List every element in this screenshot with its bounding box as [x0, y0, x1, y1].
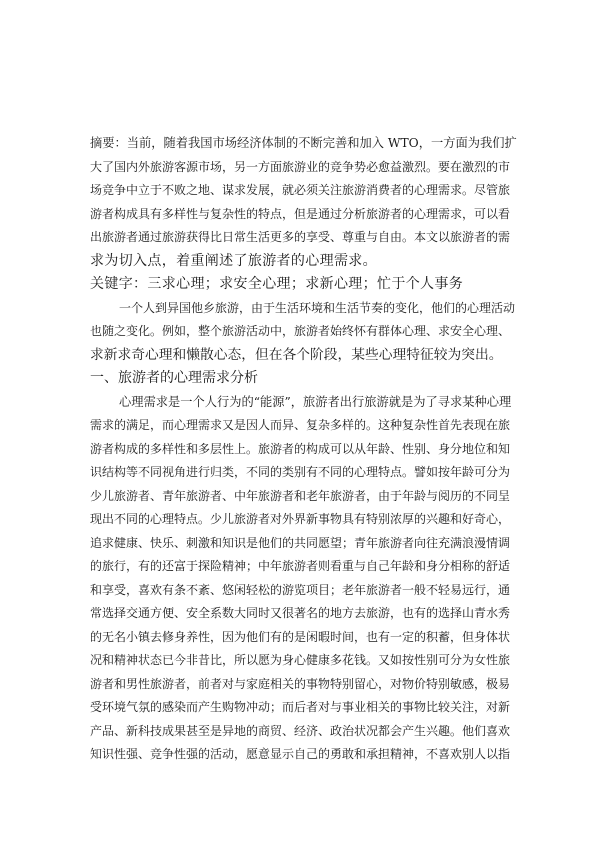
- abstract-line: 场竞争中立于不败之地、谋求发展，就必须关注旅游消费者的心理需求。尽管旅: [90, 183, 511, 197]
- section-line: 识结构等不同视角进行归类，不同的类别有不同的心理特点。譬如按年龄可分为: [90, 465, 511, 479]
- section-line: 和享受，喜欢有条不紊、悠闲轻松的游览项目；老年旅游者一般不轻易远行，通: [90, 582, 511, 597]
- section-heading: 一、旅游者的心理需求分析: [90, 370, 258, 386]
- document-page: [90, 132, 517, 767]
- intro-line: 求新求奇心理和懒散心态，但在各个阶段，某些心理特征较为突出。: [90, 346, 503, 363]
- section-line: 追求健康、快乐、刺激和知识是他们的共同愿望；青年旅游者向往充满浪漫情调: [90, 535, 511, 550]
- section-line: 产品、新科技成果甚至是异地的商贸、经济、政治状况都会产生兴趣。他们喜欢: [90, 723, 511, 738]
- keywords-line: 关键字：三求心理；求安全心理；求新心理；忙于个人事务: [90, 276, 464, 292]
- abstract-paragraph: [90, 132, 517, 273]
- abstract-line: 求为切入点，着重阐述了旅游者的心理需求。: [90, 252, 377, 269]
- intro-line: 也随之变化。例如，整个旅游活动中，旅游者始终怀有群体心理、求安全心理、: [90, 324, 511, 338]
- section-line: 游者构成的多样性和多层性上。旅游者的构成可以从年龄、性别、身分地位和知: [90, 441, 511, 456]
- section-line: 游者和男性旅游者，前者对与家庭相关的事物特别留心，对物价特别敏感，极易: [90, 676, 511, 691]
- section-line: 知识性强、竞争性强的活动，愿意显示自己的勇敢和承担精神，不喜欢别人以指: [90, 747, 511, 761]
- intro-line: 一个人到异国他乡旅游，由于生活环境和生活节奏的变化，他们的心理活动: [119, 300, 516, 315]
- section-line: 的无名小镇去修身养性，因为他们有的是闲暇时间，也有一定的积蓄，但身体状: [90, 629, 511, 644]
- section-line: 况和精神状态已今非昔比，所以愿为身心健康多花钱。又如按性别可分为女性旅: [90, 653, 511, 667]
- section-line: 心理需求是一个人行为的“能源”，旅游者出行旅游就是为了寻求某种心理: [119, 394, 512, 409]
- section-paragraph: [90, 391, 517, 767]
- intro-paragraph: [90, 297, 517, 368]
- section-line: 的旅行，有的还富于探险精神；中年旅游者则看重与自己年龄和身分相称的舒适: [90, 559, 511, 573]
- section-line: 少儿旅游者、青年旅游者、中年旅游者和老年旅游者，由于年龄与阅历的不同呈: [90, 488, 511, 503]
- section-line: 常选择交通方便、安全系数大同时又很著名的地方去旅游，也有的选择山青水秀: [90, 606, 511, 620]
- abstract-line: 大了国内外旅游客源市场，另一方面旅游业的竞争势必愈益激烈。要在激烈的市: [90, 159, 511, 174]
- section-line: 受环境气氛的感染而产生购物冲动；而后者对与事业相关的事物比较关注，对新: [90, 700, 511, 714]
- section-line: 需求的满足，而心理需求又是因人而异、复杂多样的。这种复杂性首先表现在旅: [90, 418, 511, 432]
- abstract-line: 出旅游者通过旅游获得比日常生活更多的享受、尊重与自由。本文以旅游者的需: [90, 230, 511, 244]
- abstract-line: 摘要：当前，随着我国市场经济体制的不断完善和加入 WTO，一方面为我们扩: [90, 136, 517, 150]
- section-line: 现出不同的心理特点。少儿旅游者对外界新事物具有特别浓厚的兴趣和好奇心，: [90, 512, 511, 526]
- abstract-line: 游者构成具有多样性与复杂性的特点，但是通过分析旅游者的心理需求，可以看: [90, 206, 511, 221]
